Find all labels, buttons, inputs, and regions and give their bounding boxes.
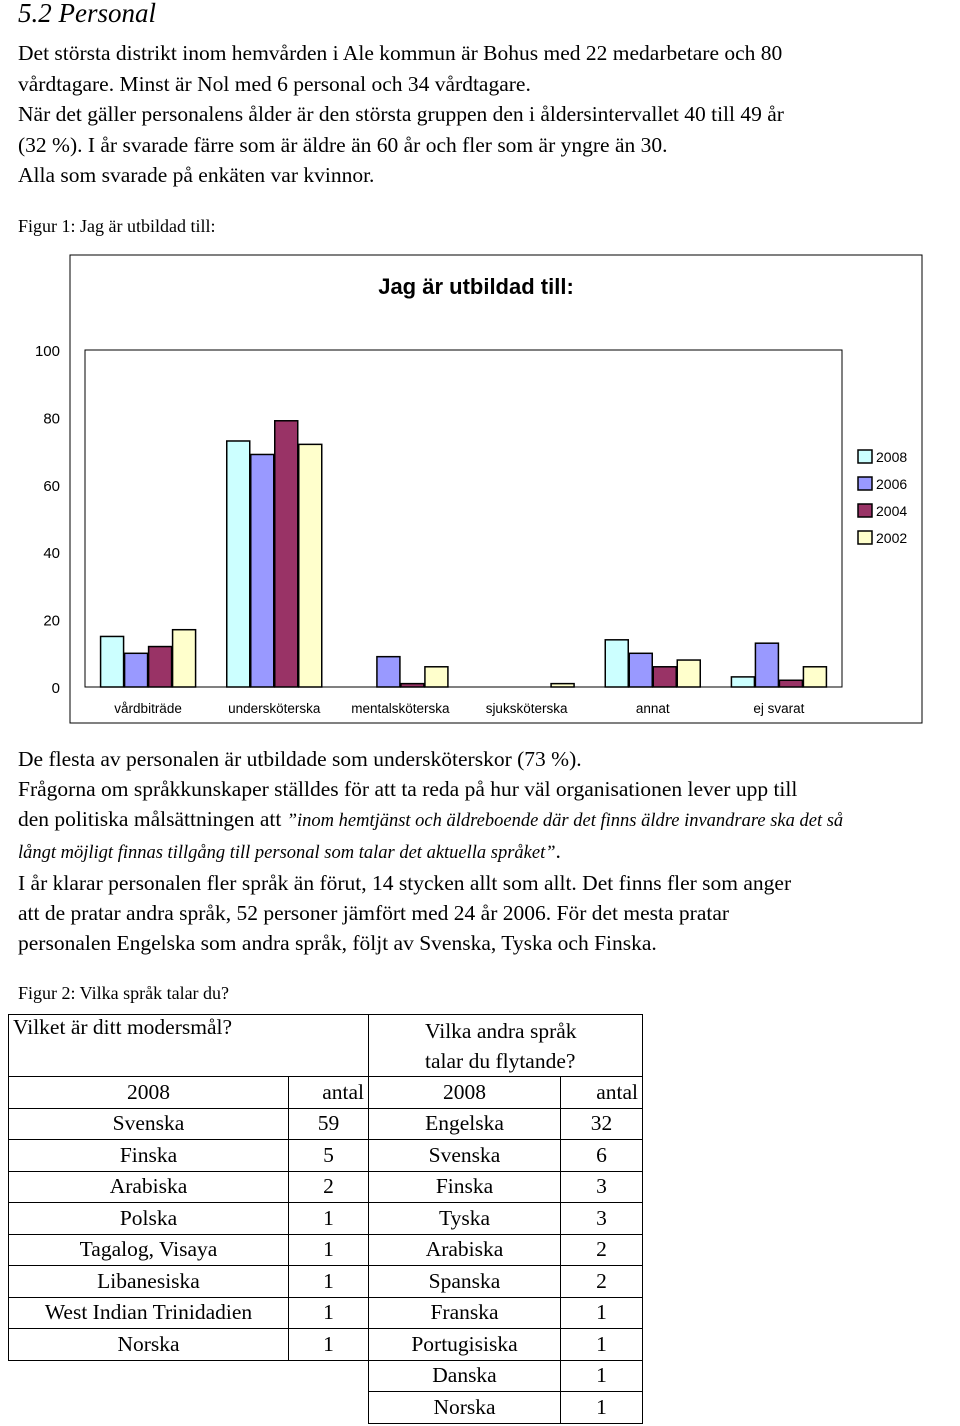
header-other-line: Vilka andra språk — [425, 1018, 577, 1043]
bar — [731, 677, 754, 687]
body-line: De flesta av personalen är utbildade som undersköterskor (73 %). — [18, 747, 582, 771]
intro-line: Alla som svarade på enkäten var kvinnor. — [18, 163, 375, 187]
table-row — [9, 1297, 643, 1329]
table-row — [9, 1360, 643, 1392]
intro-line: Det största distrikt inom hemvården i Ale kommun är Bohus med 22 medarbetare och 80 — [18, 41, 783, 65]
header-other-line: talar du flytande? — [425, 1048, 576, 1073]
table-row — [9, 1171, 643, 1203]
y-tick-label: 60 — [43, 477, 60, 495]
native-count-cell: 1 — [289, 1329, 369, 1361]
legend-swatch — [858, 477, 872, 490]
other-language-cell: Spanska — [369, 1266, 561, 1298]
other-count-cell: 32 — [561, 1108, 643, 1140]
other-count-cell: 6 — [561, 1140, 643, 1172]
native-language-cell: Tagalog, Visaya — [9, 1234, 289, 1266]
native-language-cell: Libanesiska — [9, 1266, 289, 1298]
y-tick-label: 0 — [51, 680, 60, 697]
col-count: antal — [289, 1077, 369, 1109]
bar — [299, 444, 322, 687]
x-category-label: mentalsköterska — [351, 701, 450, 716]
native-count-cell — [289, 1360, 369, 1392]
native-count-cell — [289, 1392, 369, 1424]
policy-quote: långt möjligt finnas tillgång till personal som talar det aktuella språket” — [18, 843, 556, 863]
figure-1-caption: Figur 1: Jag är utbildad till: — [18, 216, 216, 236]
body-text: den politiska målsättningen att — [18, 807, 287, 831]
native-language-cell: Arabiska — [9, 1171, 289, 1203]
col-count: antal — [561, 1077, 643, 1109]
x-category-label: sjuksköterska — [485, 701, 568, 716]
language-table — [8, 1014, 643, 1424]
intro-line: (32 %). I år svarade färre som är äldre än 60 år och fler som är yngre än 30. — [18, 132, 668, 157]
native-language-cell: Svenska — [9, 1108, 289, 1140]
legend-swatch — [858, 450, 872, 463]
other-language-cell: Franska — [369, 1297, 561, 1329]
body-text: . — [555, 839, 561, 863]
table-row — [9, 1108, 643, 1140]
bar — [755, 643, 778, 687]
x-category-label: ej svarat — [753, 701, 805, 716]
bar — [125, 653, 148, 687]
x-category-label: undersköterska — [228, 701, 321, 716]
plot-area — [85, 350, 842, 687]
other-count-cell: 1 — [561, 1329, 643, 1361]
table-row — [9, 1266, 643, 1298]
body-line: Frågorna om språkkunskaper ställdes för att ta reda på hur väl organisationen lever upp till — [18, 777, 798, 801]
native-language-cell — [9, 1392, 289, 1424]
education-chart — [0, 250, 960, 730]
y-tick-label: 20 — [43, 612, 60, 630]
section-heading: 5.2 Personal — [18, 0, 156, 28]
chart-title: Jag är utbildad till: — [378, 274, 574, 299]
col-year: 2008 — [369, 1077, 561, 1109]
legend-swatch — [858, 531, 872, 544]
bar — [425, 667, 448, 687]
policy-quote: ”inom hemtjänst och äldreboende där det finns äldre invandrare ska det så — [286, 811, 844, 831]
language-paragraph — [18, 744, 958, 958]
table-header-row — [9, 1077, 643, 1109]
other-language-cell: Portugisiska — [369, 1329, 561, 1361]
y-tick-label: 100 — [34, 343, 60, 360]
other-language-cell: Norska — [369, 1392, 561, 1424]
other-count-cell: 1 — [561, 1360, 643, 1392]
native-language-cell: West Indian Trinidadien — [9, 1297, 289, 1329]
other-count-cell: 3 — [561, 1203, 643, 1235]
chart-svg — [0, 250, 960, 730]
bar — [677, 660, 700, 687]
table-row — [9, 1392, 643, 1424]
col-year: 2008 — [9, 1077, 289, 1109]
native-count-cell: 5 — [289, 1140, 369, 1172]
bar — [173, 630, 196, 687]
other-count-cell: 3 — [561, 1171, 643, 1203]
native-language-cell — [9, 1360, 289, 1392]
legend-label: 2004 — [876, 503, 908, 519]
header-native-language: Vilket är ditt modersmål? — [9, 1015, 369, 1077]
body-line — [18, 836, 958, 868]
bar — [605, 640, 628, 687]
x-category-label: vårdbiträde — [114, 701, 182, 716]
table-row — [9, 1203, 643, 1235]
native-count-cell: 2 — [289, 1171, 369, 1203]
table-row — [9, 1140, 643, 1172]
legend-label: 2002 — [876, 530, 908, 546]
body-line — [18, 804, 958, 836]
body-line: I år klarar personalen fler språk än förut, 14 stycken allt som allt. Det finns fler som anger — [18, 871, 792, 895]
bar — [401, 684, 424, 687]
native-language-cell: Norska — [9, 1329, 289, 1361]
native-language-cell: Polska — [9, 1203, 289, 1235]
table-row — [9, 1329, 643, 1361]
body-line: att de pratar andra språk, 52 personer jämfört med 24 år 2006. För det mesta pratar — [18, 901, 730, 925]
legend-swatch — [858, 504, 872, 517]
other-count-cell: 1 — [561, 1392, 643, 1424]
native-language-cell: Finska — [9, 1140, 289, 1172]
native-count-cell: 1 — [289, 1234, 369, 1266]
bar — [779, 680, 802, 687]
x-category-label: annat — [635, 701, 670, 716]
y-tick-label: 40 — [43, 545, 60, 563]
legend-label: 2006 — [876, 476, 908, 492]
other-language-cell: Engelska — [369, 1108, 561, 1140]
bar — [227, 441, 250, 687]
other-count-cell: 2 — [561, 1266, 643, 1298]
bar — [653, 667, 676, 687]
intro-line: När det gäller personalens ålder är den största gruppen den i åldersintervallet 40 till 49 år — [18, 102, 784, 126]
bar — [803, 667, 826, 687]
other-language-cell: Svenska — [369, 1140, 561, 1172]
header-other-languages — [369, 1015, 643, 1077]
other-language-cell: Tyska — [369, 1203, 561, 1235]
y-tick-label: 80 — [43, 410, 60, 428]
other-count-cell: 1 — [561, 1297, 643, 1329]
native-count-cell: 1 — [289, 1266, 369, 1298]
bar — [149, 647, 172, 687]
table-row — [9, 1234, 643, 1266]
bar — [629, 653, 652, 687]
native-count-cell: 1 — [289, 1203, 369, 1235]
other-language-cell: Finska — [369, 1171, 561, 1203]
bar — [377, 657, 400, 687]
other-language-cell: Arabiska — [369, 1234, 561, 1266]
other-count-cell: 2 — [561, 1234, 643, 1266]
figure-2-caption: Figur 2: Vilka språk talar du? — [18, 983, 230, 1003]
intro-line: vårdtagare. Minst är Nol med 6 personal och 34 vårdtagare. — [18, 71, 531, 96]
native-count-cell: 1 — [289, 1297, 369, 1329]
intro-paragraph — [18, 38, 953, 191]
body-line: personalen Engelska som andra språk, följt av Svenska, Tyska och Finska. — [18, 931, 657, 955]
native-count-cell: 59 — [289, 1108, 369, 1140]
bar — [251, 454, 274, 687]
bar — [275, 421, 298, 687]
bar — [551, 684, 574, 687]
bar — [101, 636, 124, 687]
other-language-cell: Danska — [369, 1360, 561, 1392]
legend-label: 2008 — [876, 449, 908, 465]
